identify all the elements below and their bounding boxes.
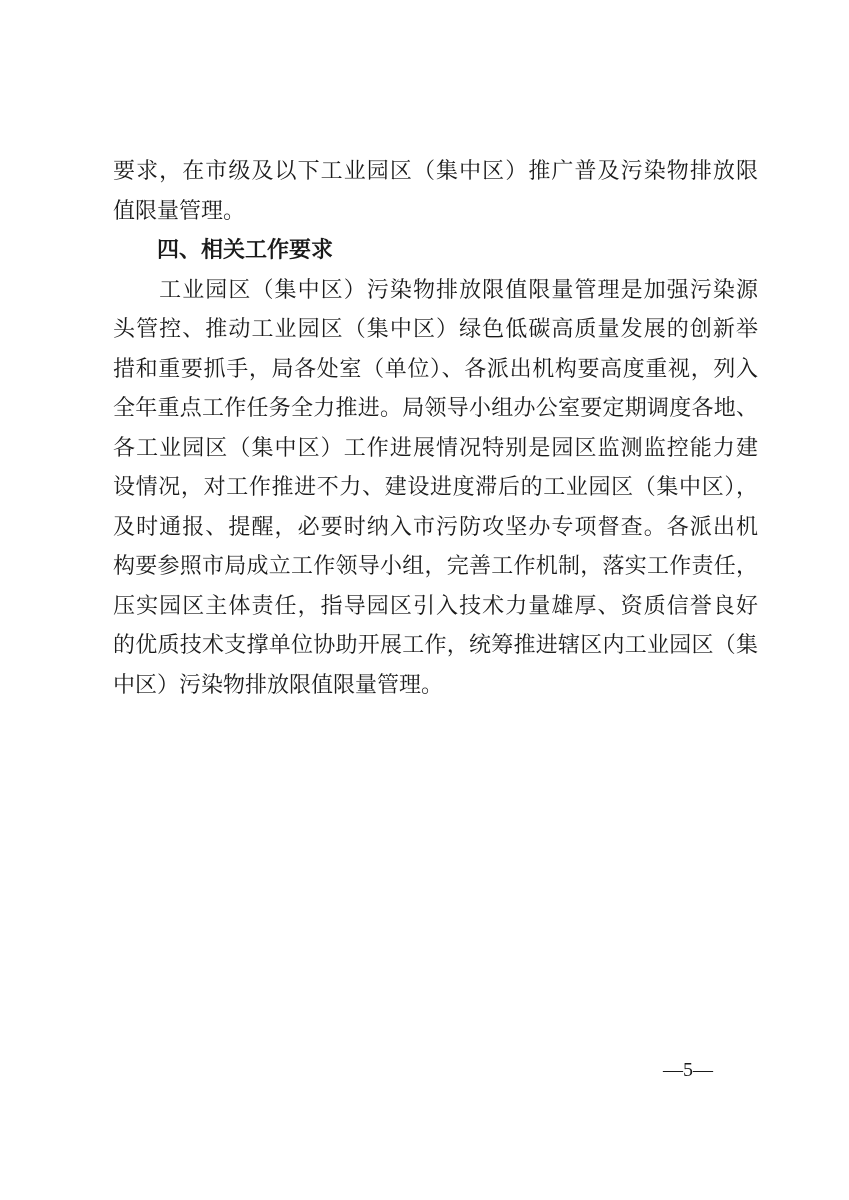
paragraph-line: 头管控、推动工业园区（集中区）绿色低碳高质量发展的创新举: [113, 317, 758, 342]
page-number: —5—: [663, 1059, 713, 1081]
paragraph-line: 构要参照市局成立工作领导小组，完善工作机制，落实工作责任，: [113, 554, 758, 579]
paragraph-line: 各工业园区（集中区）工作进展情况特别是园区监测监控能力建: [113, 435, 758, 461]
paragraph-line: 值限量管理。: [113, 198, 246, 224]
paragraph-line: 全年重点工作任务全力推进。局领导小组办公室要定期调度各地、: [113, 396, 758, 421]
paragraph-line: 设情况，对工作推进不力、建设进度滞后的工业园区（集中区），: [113, 475, 758, 500]
paragraph-line: 中区）污染物排放限值限量管理。: [113, 672, 444, 698]
paragraph-line: 要求，在市级及以下工业园区（集中区）推广普及污染物排放限: [113, 159, 758, 184]
section-heading: 四、相关工作要求: [157, 238, 334, 263]
document-body: [113, 152, 758, 705]
paragraph-line: 工业园区（集中区）污染物排放限值限量管理是加强污染源: [113, 277, 758, 303]
paragraph-line: 压实园区主体责任，指导园区引入技术力量雄厚、资质信誉良好: [113, 593, 758, 619]
paragraph-line: 及时通报、提醒，必要时纳入市污防攻坚办专项督查。各派出机: [113, 514, 758, 540]
paragraph-line: 措和重要抓手，局各处室（单位）、各派出机构要高度重视，列入: [113, 356, 758, 382]
paragraph-line: 的优质技术支撑单位协助开展工作，统筹推进辖区内工业园区（集: [113, 633, 758, 658]
